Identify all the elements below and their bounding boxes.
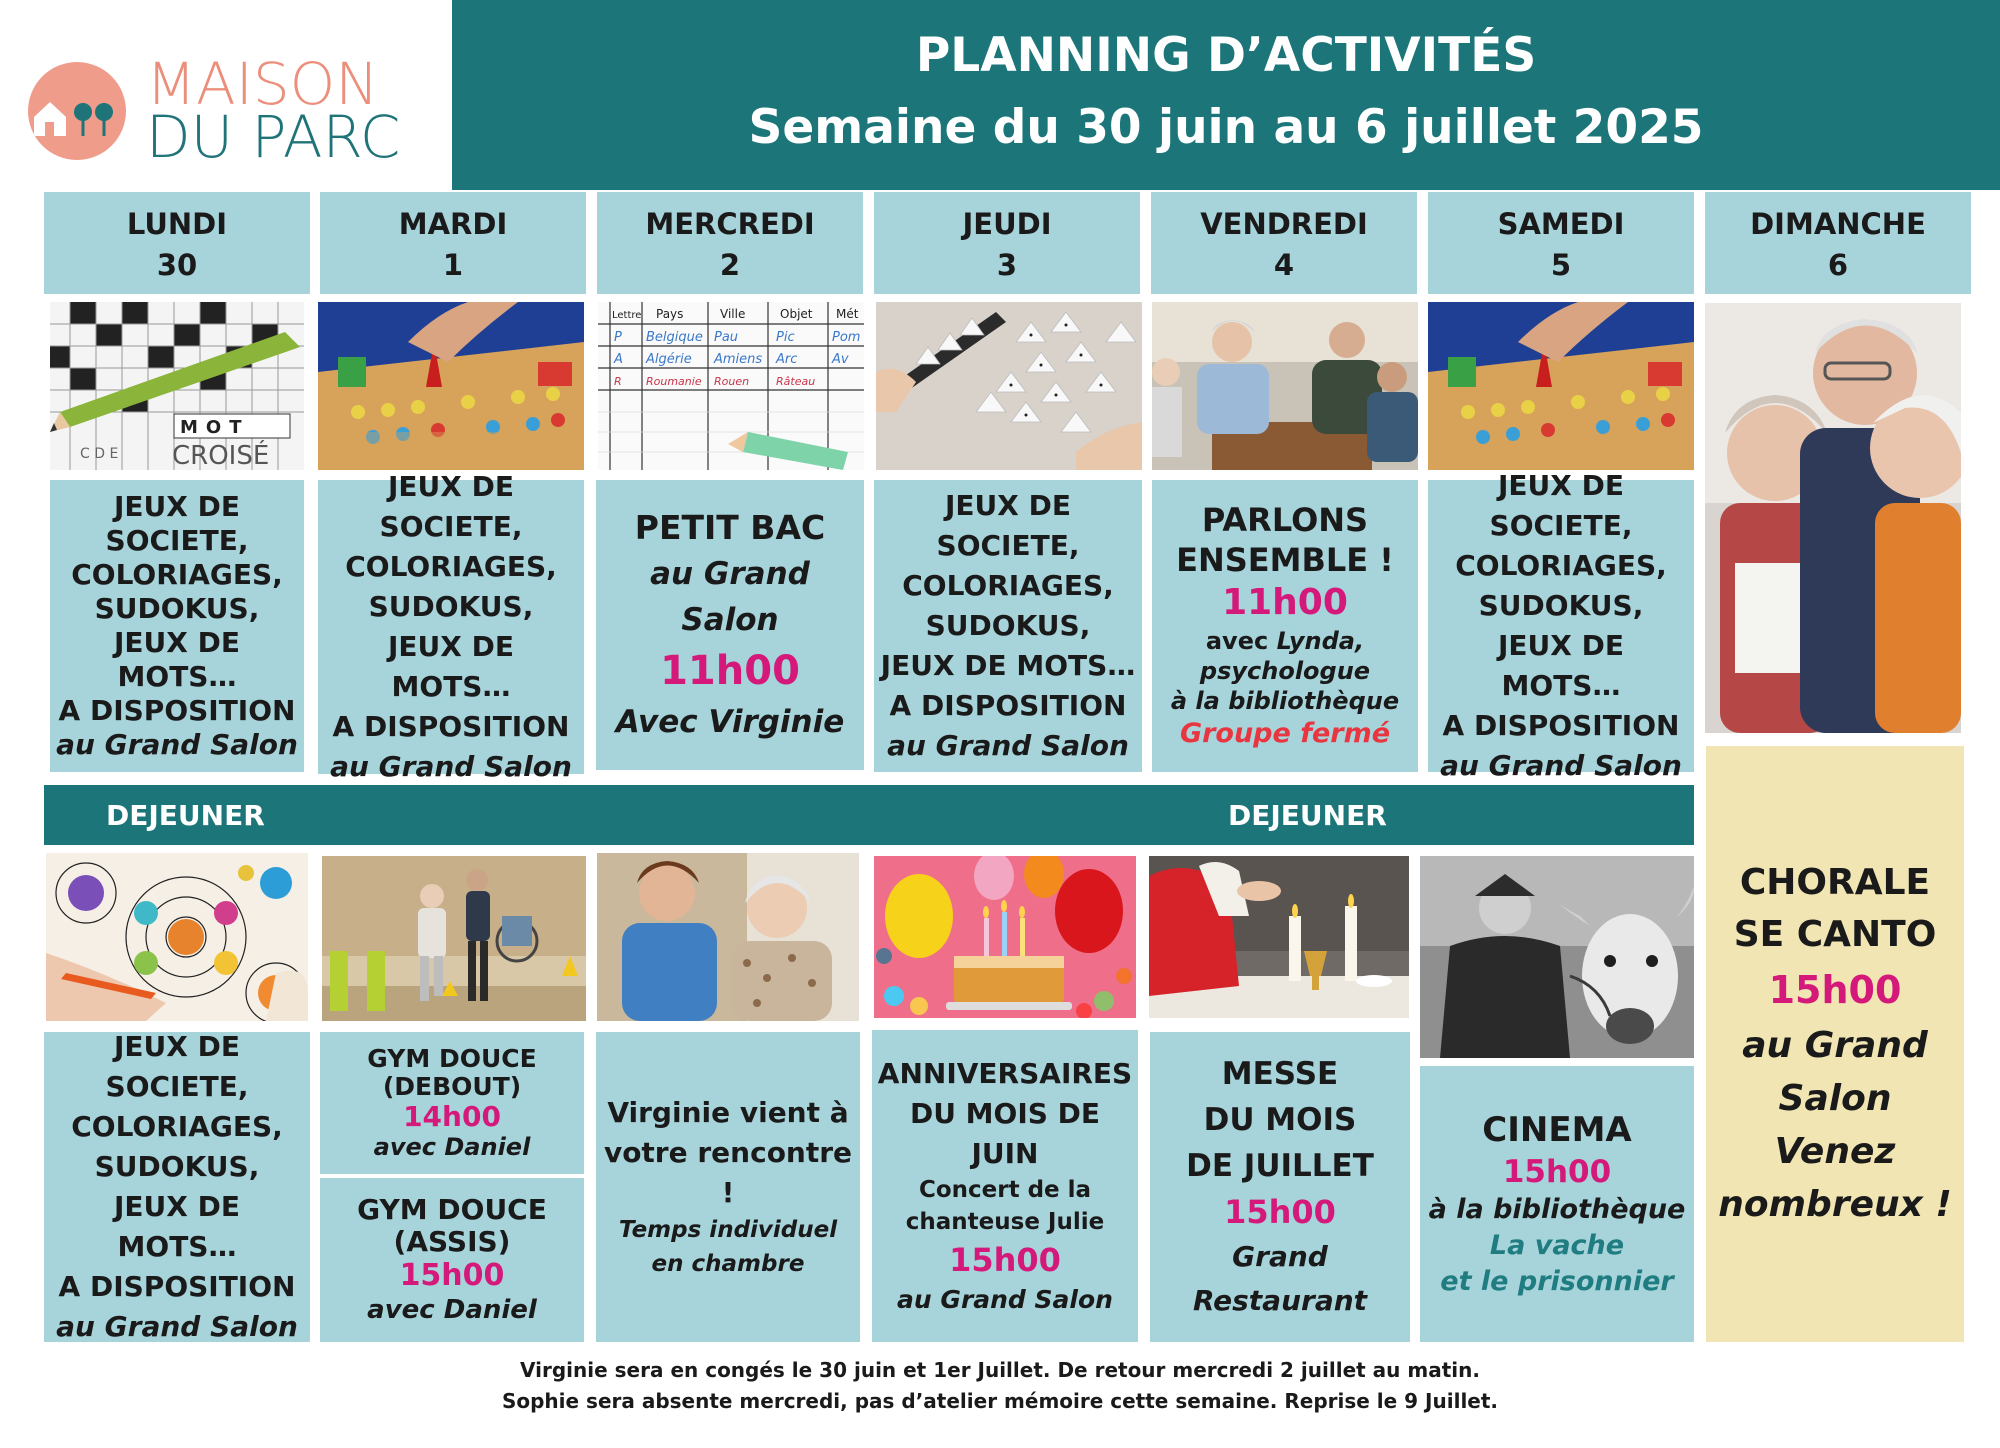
- talk-group-image: [1152, 302, 1418, 470]
- activity-title-1: PARLONS: [1201, 501, 1369, 539]
- activity-invite-2: nombreux !: [1718, 1184, 1952, 1225]
- text-line: JEUX DE SOCIETE,: [379, 470, 523, 543]
- logo-wordmark: [146, 50, 401, 172]
- day-name: JEUDI: [962, 207, 1052, 241]
- activity-host-role: psychologue: [1199, 657, 1371, 685]
- text-line: COLORIAGES,: [71, 1110, 283, 1143]
- activity-title-3: DE JUILLET: [1186, 1148, 1374, 1184]
- text-line: SUDOKUS,: [925, 609, 1091, 642]
- text-line: JEUX DE MOTS…: [1498, 629, 1624, 702]
- lunch-label-right: DEJEUNER: [1228, 799, 1387, 832]
- activity-place-2: Salon: [1778, 1078, 1892, 1119]
- activity-time: 11h00: [660, 648, 800, 694]
- morning-card-mercredi: [596, 480, 864, 770]
- text-line: au Grand Salon: [1440, 749, 1682, 782]
- lunch-bar: [44, 785, 1694, 845]
- afternoon-card-vendredi: [1150, 1032, 1410, 1342]
- activity-title-2: ENSEMBLE !: [1176, 541, 1394, 579]
- day-name: SAMEDI: [1497, 207, 1625, 241]
- text-line: A DISPOSITION: [58, 694, 296, 727]
- footer-note-2: Sophie sera absente mercredi, pas d’atelier mémoire cette semaine. Reprise le 9 Juillet.: [501, 1389, 1499, 1413]
- text-line: A DISPOSITION: [332, 710, 570, 743]
- text-line: JEUX DE MOTS…: [388, 630, 514, 703]
- activity-place: au Grand Salon: [897, 1285, 1113, 1314]
- afternoon-card-samedi: [1420, 1066, 1694, 1342]
- afternoon-card-lundi: [44, 1032, 310, 1342]
- activity-host: Lynda,: [1276, 627, 1365, 655]
- text-line: JEUX DE SOCIETE,: [105, 1030, 249, 1103]
- day-header-vendredi: [1151, 192, 1417, 294]
- activity-title: GYM DOUCE: [357, 1193, 547, 1226]
- crossword-word2-text: CROISÉ: [172, 441, 270, 470]
- petitbac-r3c2: Roumanie: [646, 375, 702, 388]
- footer-notes: [0, 1355, 2000, 1417]
- activity-title: ANNIVERSAIRES: [877, 1057, 1133, 1090]
- petitbac-r2c3: Amiens: [714, 352, 763, 367]
- day-number: 4: [1273, 248, 1295, 282]
- text-line: SUDOKUS,: [368, 590, 534, 623]
- morning-card-jeudi: [874, 480, 1142, 772]
- text-line: au Grand Salon: [887, 729, 1129, 762]
- morning-card-samedi: [1428, 469, 1694, 782]
- text-line: JEUX DE SOCIETE,: [936, 489, 1080, 562]
- petitbac-header-objet: Objet: [780, 307, 813, 321]
- day-number: 1: [442, 248, 464, 282]
- text-line: SUDOKUS,: [94, 1150, 260, 1183]
- text-line: JEUX DE MOTS…: [114, 1190, 240, 1263]
- page-subtitle: Semaine du 30 juin au 6 juillet 2025: [748, 100, 1704, 155]
- text-line: Temps individuel: [618, 1217, 838, 1243]
- petitbac-r1c3: Pau: [714, 330, 739, 345]
- text-line: COLORIAGES,: [1455, 549, 1667, 582]
- petitbac-r2c2: Algérie: [646, 352, 692, 367]
- text-line: au Grand Salon: [56, 1310, 298, 1343]
- activity-host: avec Daniel: [373, 1133, 531, 1161]
- film-title: La vache: [1489, 1230, 1625, 1261]
- petitbac-header-lettre: Lettre: [612, 310, 642, 321]
- text-line: A DISPOSITION: [58, 1270, 296, 1303]
- activity-place: au Grand: [1742, 1025, 1928, 1066]
- text-line: COLORIAGES,: [345, 550, 557, 583]
- day-name: VENDREDI: [1200, 207, 1368, 241]
- morning-card-vendredi: [1152, 480, 1418, 772]
- petitbac-r2c1: A: [614, 352, 623, 367]
- day-number: 3: [996, 248, 1018, 282]
- logo-line1: MAISON: [146, 50, 379, 118]
- text-line: JEUX DE: [114, 490, 240, 523]
- activity-time: 15h00: [949, 1241, 1061, 1279]
- footer-note-1: Virginie sera en congés le 30 juin et 1er Juillet. De retour mercredi 2 juillet au matin.: [520, 1358, 1480, 1382]
- afternoon-card-mardi-gym-seated: [320, 1178, 584, 1342]
- text-line: au Grand Salon: [56, 728, 298, 761]
- petitbac-r1c4: Pic: [776, 330, 795, 345]
- text-line: COLORIAGES,: [71, 558, 283, 591]
- activity-detail: Concert de la: [918, 1177, 1092, 1203]
- activity-detail-2: chanteuse Julie: [905, 1209, 1105, 1235]
- petitbac-r3c3: Rouen: [714, 375, 750, 388]
- logo: [0, 0, 452, 190]
- text-line: au Grand Salon: [330, 750, 572, 783]
- petitbac-header-pays: Pays: [656, 307, 684, 321]
- activity-title-2: DU MOIS: [1203, 1102, 1357, 1138]
- board-game-image: [318, 302, 584, 470]
- text-line: SOCIETE,: [105, 524, 249, 557]
- text-line: COLORIAGES,: [902, 569, 1114, 602]
- day-number: 2: [719, 248, 741, 282]
- activity-place: au Grand Salon: [650, 556, 810, 638]
- activity-host: Avec Virginie: [615, 704, 845, 740]
- activity-title-2: DU MOIS DE JUIN: [909, 1097, 1101, 1170]
- activity-subtitle: (DEBOUT): [382, 1072, 522, 1101]
- activity-time: 15h00: [399, 1258, 505, 1293]
- activity-time: 11h00: [1222, 582, 1348, 623]
- text-line: JEUX DE SOCIETE,: [1489, 469, 1633, 542]
- activity-time: 14h00: [403, 1100, 501, 1133]
- activity-title: CHORALE: [1739, 862, 1931, 903]
- day-number: 30: [156, 248, 198, 282]
- morning-card-mardi: [318, 470, 584, 783]
- text-line: votre rencontre !: [603, 1136, 853, 1209]
- activity-title: MESSE: [1221, 1056, 1339, 1092]
- activity-subtitle: (ASSIS): [393, 1225, 511, 1258]
- lunch-label-left: DEJEUNER: [106, 799, 265, 832]
- gym-standing-image: [322, 856, 586, 1021]
- activity-note: Groupe fermé: [1179, 718, 1391, 749]
- day-header-dimanche: [1705, 192, 1971, 294]
- board-game-image-2: [1428, 302, 1694, 470]
- text-line: SUDOKUS,: [94, 592, 260, 625]
- petitbac-r1c2: Belgique: [646, 330, 703, 345]
- day-number: 6: [1827, 248, 1849, 282]
- text-line: JEUX DE MOTS…: [880, 649, 1136, 682]
- day-header-jeudi: [874, 192, 1140, 294]
- petitbac-r3c1: R: [614, 375, 622, 388]
- text-line: en chambre: [651, 1251, 805, 1277]
- morning-card-lundi: [50, 480, 304, 772]
- crossword-image: [50, 302, 304, 470]
- nurse-visit-image: [597, 853, 859, 1021]
- activity-title: GYM DOUCE: [367, 1044, 537, 1073]
- logo-line2: DU PARC: [146, 103, 401, 172]
- activity-time: 15h00: [1768, 968, 1902, 1012]
- activity-place: Grand Restaurant: [1192, 1240, 1368, 1317]
- sunday-card-chorale: [1706, 746, 1964, 1342]
- day-name: MERCREDI: [645, 207, 815, 241]
- petitbac-r1c1: P: [614, 330, 622, 345]
- activity-host: avec Daniel: [367, 1295, 537, 1325]
- petitbac-r1c5: Pom: [832, 330, 861, 345]
- petit-bac-sheet-image: [598, 302, 864, 470]
- activity-title: PETIT BAC: [634, 508, 826, 547]
- logo-house-icon: [28, 62, 126, 160]
- page-header: [452, 0, 2000, 190]
- activity-host-prefix: avec: [1205, 627, 1277, 655]
- text-line: A DISPOSITION: [1442, 709, 1680, 742]
- petitbac-r2c4: Arc: [776, 352, 798, 367]
- day-header-mercredi: [597, 192, 863, 294]
- afternoon-card-jeudi: [872, 1030, 1138, 1342]
- day-number: 5: [1550, 248, 1572, 282]
- text-line: A DISPOSITION: [889, 689, 1127, 722]
- coloring-mandala-image: [46, 853, 308, 1021]
- activity-invite: Venez: [1774, 1131, 1896, 1172]
- page-title: PLANNING D’ACTIVITÉS: [915, 28, 1537, 83]
- text-line: SUDOKUS,: [1478, 589, 1644, 622]
- mass-candles-image: [1149, 856, 1409, 1018]
- crossword-letters-text: C D E: [80, 446, 119, 462]
- birthday-cake-image: [874, 856, 1136, 1018]
- afternoon-card-mardi-gym-standing: [320, 1032, 584, 1174]
- text-line: Virginie vient à: [607, 1096, 849, 1129]
- day-name: DIMANCHE: [1750, 207, 1926, 241]
- activity-place: à la bibliothèque: [1170, 687, 1400, 715]
- activity-title-2: SE CANTO: [1733, 914, 1937, 955]
- day-name: MARDI: [398, 207, 508, 241]
- film-title-2: et le prisonnier: [1440, 1266, 1674, 1297]
- cinema-film-still-image: [1420, 856, 1694, 1058]
- day-header-mardi: [320, 192, 586, 294]
- activity-place: à la bibliothèque: [1428, 1194, 1686, 1225]
- crossword-word-text: MOT: [180, 417, 250, 438]
- petitbac-header-metier: Mét: [836, 307, 859, 321]
- petitbac-r3c4: Râteau: [776, 375, 816, 388]
- petitbac-r2c5: Av: [832, 352, 849, 367]
- day-name: LUNDI: [126, 207, 228, 241]
- activity-time: 15h00: [1502, 1154, 1612, 1190]
- day-header-samedi: [1428, 192, 1694, 294]
- petitbac-header-ville: Ville: [720, 307, 746, 321]
- choir-singers-image: [1705, 303, 1961, 733]
- afternoon-card-mercredi: [596, 1032, 860, 1342]
- activity-title: CINEMA: [1482, 1110, 1632, 1150]
- activity-time: 15h00: [1224, 1193, 1336, 1231]
- triominos-image: [876, 302, 1142, 470]
- text-line: JEUX DE MOTS…: [114, 626, 240, 693]
- day-header-lundi: [44, 192, 310, 294]
